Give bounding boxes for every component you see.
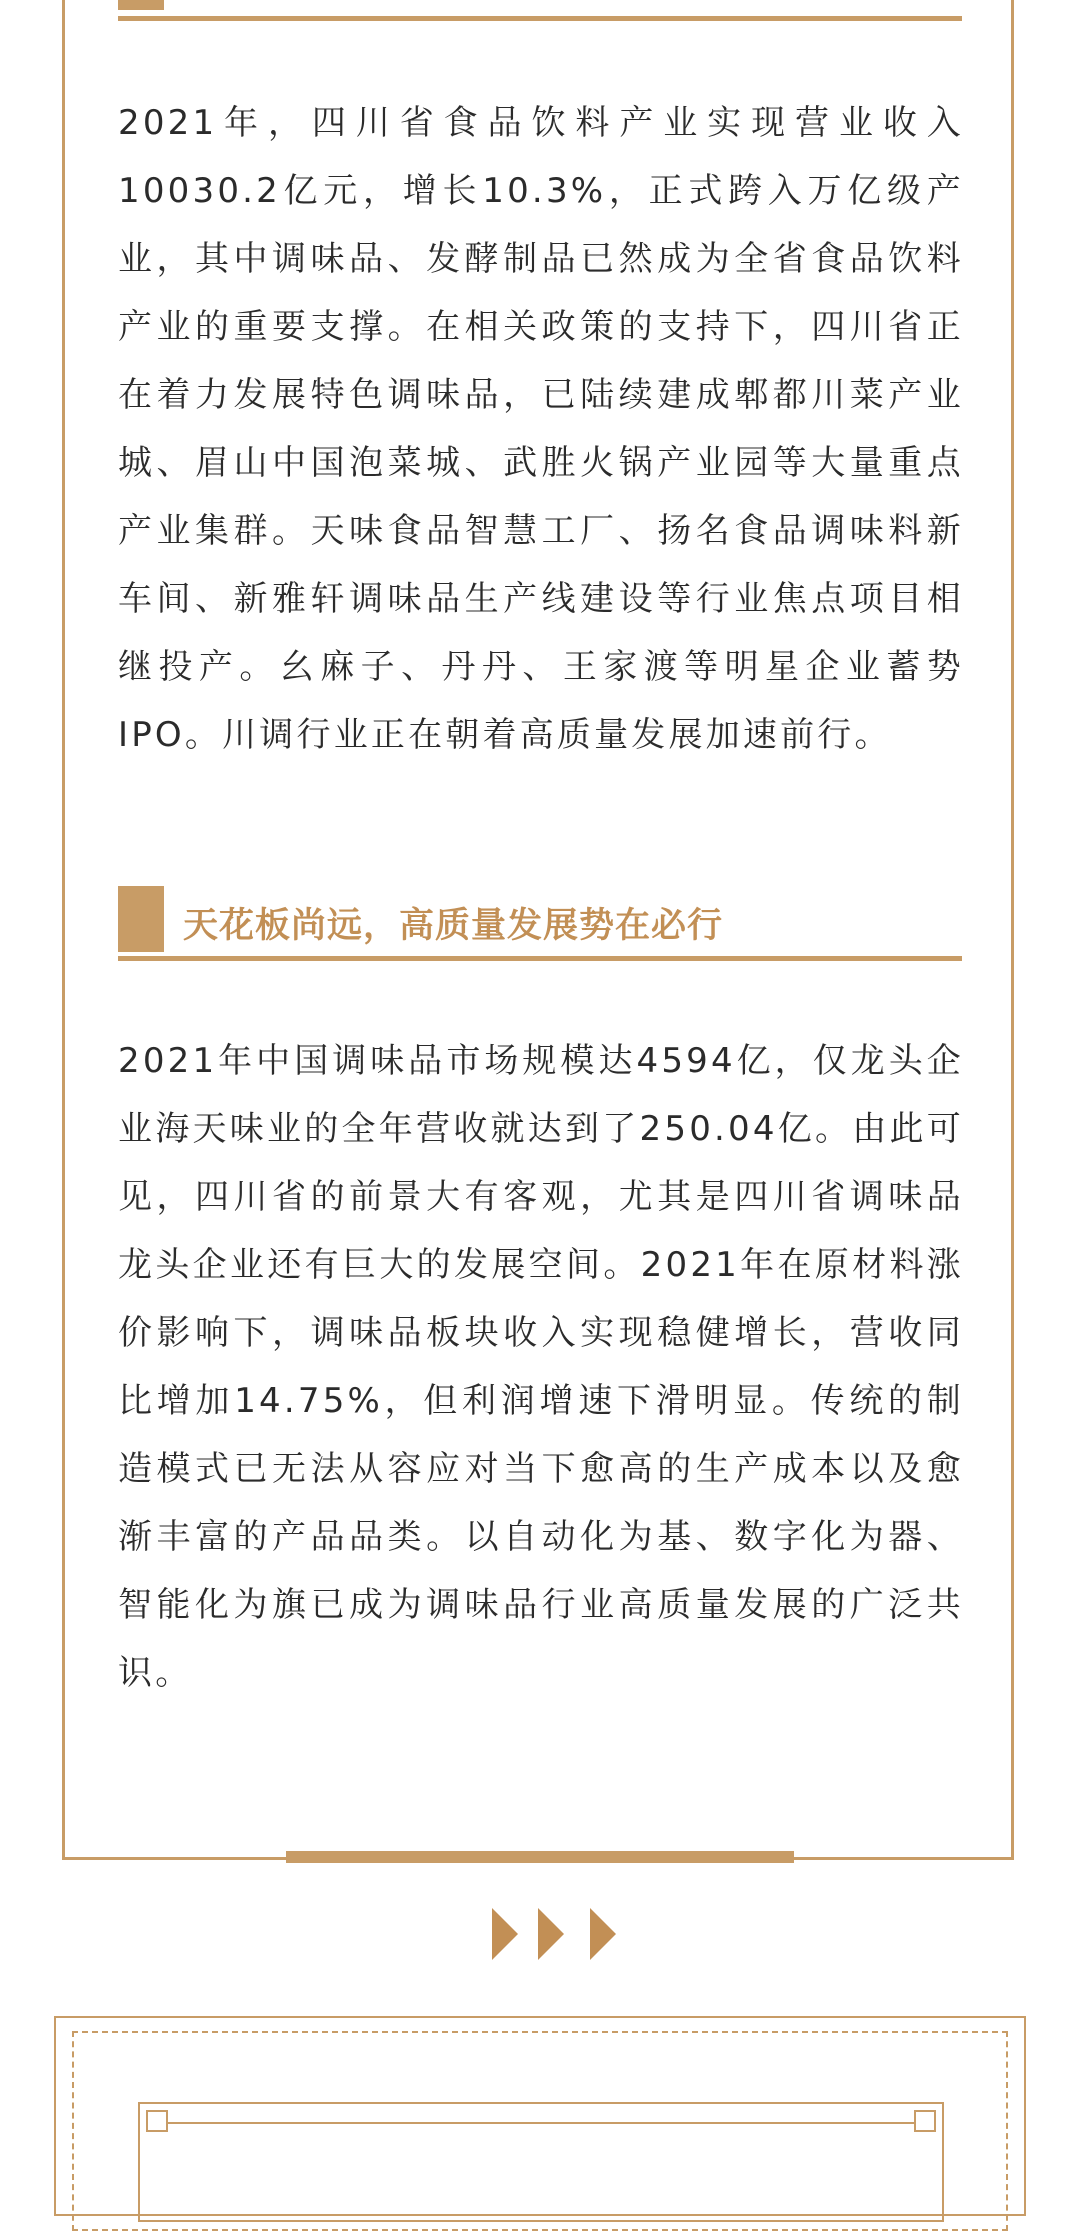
play-arrow-icon <box>590 1908 616 1960</box>
play-arrow-icon <box>492 1908 518 1960</box>
top-accent-block <box>118 0 164 10</box>
article-paragraph-2: 2021年中国调味品市场规模达4594亿，仅龙头企业海天味业的全年营收就达到了250.04亿。由此可见，四川省的前景大有客观，尤其是四川省调味品龙头企业还有巨大的发展空间。2021年在原材料涨价影响下，调味品板块收入实现稳健增长，营收同比增加14.75%，但利润增速下滑明显。传统的制造模式已无法从容应对当下愈高的生产成本以及愈渐丰富的产品品类。以自动化为基、数字化为器、智能化为旗已成为调味品行业高质量发展的广泛共识。 <box>118 1041 964 1693</box>
card-bottom-bar <box>286 1851 794 1863</box>
frame-corner-ornament-right <box>914 2110 936 2132</box>
section-heading <box>118 886 962 960</box>
frame-corner-ornament-left <box>146 2110 168 2132</box>
section-divider <box>118 956 962 961</box>
decorative-frame-inner <box>138 2102 944 2222</box>
article-paragraph-1: 2021年，四川省食品饮料产业实现营业收入10030.2亿元，增长10.3%，正式跨入万亿级产业，其中调味品、发酵制品已然成为全省食品饮料产业的重要支撑。在相关政策的支持下，四川省正在着力发展特色调味品，已陆续建成郫都川菜产业城、眉山中国泡菜城、武胜火锅产业园等大量重点产业集群。天味食品智慧工厂、扬名食品调味料新车间、新雅轩调味品生产线建设等行业焦点项目相继投产。幺麻子、丹丹、王家渡等明星企业蓄势IPO。川调行业正在朝着高质量发展加速前行。 <box>118 103 964 755</box>
section-title: 天花板尚远，高质量发展势在必行 <box>183 906 724 946</box>
frame-inner-rule <box>168 2122 914 2124</box>
top-divider <box>118 16 962 21</box>
section-accent-block <box>118 886 164 952</box>
play-arrow-icon <box>538 1908 564 1960</box>
